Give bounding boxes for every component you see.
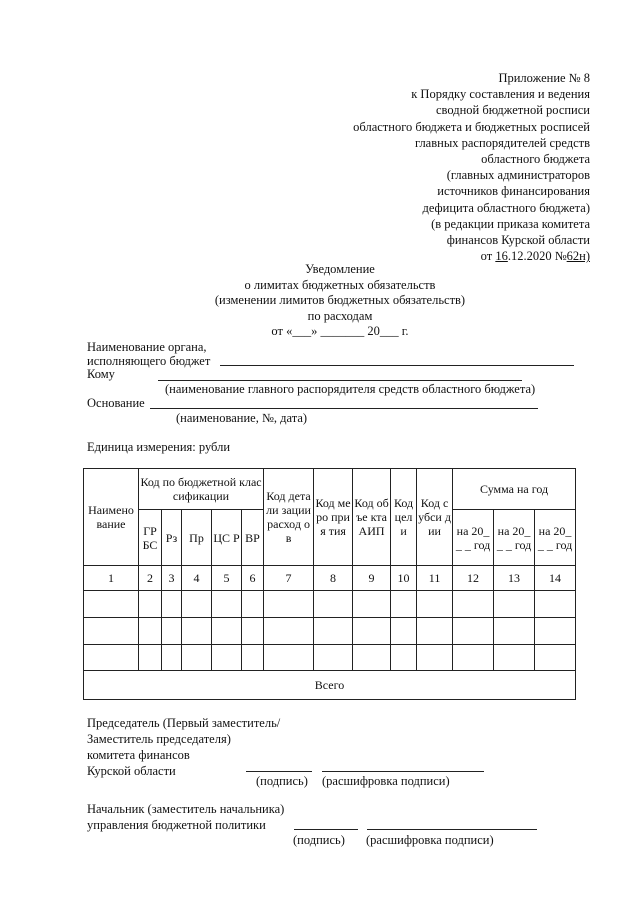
table-cell[interactable] bbox=[139, 645, 162, 671]
recipient-field[interactable] bbox=[158, 380, 522, 381]
subsidy-code-header: Код субси дии bbox=[417, 469, 453, 566]
table-cell[interactable] bbox=[314, 591, 353, 618]
org-name-field[interactable] bbox=[220, 365, 574, 366]
table-cell[interactable] bbox=[391, 645, 417, 671]
notice-line: Уведомление bbox=[305, 262, 375, 276]
appendix-line: к Порядку составления и ведения bbox=[411, 87, 590, 102]
table-cell[interactable] bbox=[353, 645, 391, 671]
table-cell[interactable] bbox=[139, 591, 162, 618]
table-cell[interactable] bbox=[535, 618, 576, 645]
appendix-line: (главных администраторов bbox=[446, 168, 590, 183]
appendix-date: от 16.12.2020 №62н) bbox=[480, 249, 590, 264]
total-row bbox=[84, 671, 576, 700]
table-cell[interactable] bbox=[453, 645, 494, 671]
appendix-line: сводной бюджетной росписи bbox=[435, 103, 590, 118]
col-number: 3 bbox=[162, 566, 182, 591]
notice-line: (изменении лимитов бюджетных обязательств) bbox=[214, 293, 466, 307]
chair-title: Председатель (Первый заместитель/ Заместитель председателя) комитета финансов Курской области bbox=[87, 716, 281, 778]
table-cell[interactable] bbox=[182, 618, 212, 645]
table-cell[interactable] bbox=[535, 591, 576, 618]
table-cell[interactable] bbox=[182, 645, 212, 671]
col-number: 1 bbox=[84, 566, 139, 591]
total-label: Всего bbox=[84, 671, 576, 700]
table-cell[interactable] bbox=[162, 645, 182, 671]
col-number: 5 bbox=[212, 566, 242, 591]
table-cell[interactable] bbox=[314, 645, 353, 671]
chair-decoding-field[interactable] bbox=[322, 771, 484, 772]
table-cell[interactable] bbox=[84, 645, 139, 671]
table-cell[interactable] bbox=[417, 645, 453, 671]
table-cell[interactable] bbox=[494, 645, 535, 671]
head-decoding-caption: (расшифровка подписи) bbox=[366, 833, 494, 847]
target-code-header: Код цел и bbox=[391, 469, 417, 566]
org-label: Наименование органа, bbox=[87, 340, 207, 354]
chair-signature-field[interactable] bbox=[246, 771, 312, 772]
object-code-header: Код объе кта АИП bbox=[353, 469, 391, 566]
col-number: 13 bbox=[494, 566, 535, 591]
table-cell[interactable] bbox=[453, 591, 494, 618]
table-cell[interactable] bbox=[353, 591, 391, 618]
col-number: 12 bbox=[453, 566, 494, 591]
notice-date: от «___» _______ 20___ г. bbox=[271, 324, 409, 338]
chair-signature-caption: (подпись) bbox=[256, 774, 308, 788]
table-cell[interactable] bbox=[212, 591, 242, 618]
col-number: 11 bbox=[417, 566, 453, 591]
appendix-line: областного бюджета и бюджетных росписей bbox=[353, 119, 590, 134]
table-cell[interactable] bbox=[162, 618, 182, 645]
name-header: Наимено вание bbox=[84, 469, 139, 566]
table-cell[interactable] bbox=[391, 618, 417, 645]
appendix-line: источников финансирования bbox=[437, 184, 590, 199]
table-cell[interactable] bbox=[242, 645, 264, 671]
chair-decoding-caption: (расшифровка подписи) bbox=[322, 774, 450, 788]
appendix-header bbox=[353, 70, 590, 264]
table-cell[interactable] bbox=[84, 591, 139, 618]
col-number: 6 bbox=[242, 566, 264, 591]
col-number: 9 bbox=[353, 566, 391, 591]
table-cell[interactable] bbox=[417, 591, 453, 618]
col-number: 8 bbox=[314, 566, 353, 591]
col-grbs: ГР БС bbox=[139, 510, 162, 566]
col-number: 14 bbox=[535, 566, 576, 591]
appendix-line: (в редакции приказа комитета bbox=[431, 216, 590, 231]
col-year-1: на 20__ _ год bbox=[453, 510, 494, 566]
table-row[interactable] bbox=[84, 618, 576, 645]
unit-label: Единица измерения: рубли bbox=[87, 440, 231, 454]
handwritten-day: 16 bbox=[495, 249, 508, 264]
table-cell[interactable] bbox=[494, 618, 535, 645]
col-number: 10 bbox=[391, 566, 417, 591]
table-cell[interactable] bbox=[242, 618, 264, 645]
col-vr: ВР bbox=[242, 510, 264, 566]
basis-caption: (наименование, №, дата) bbox=[176, 411, 308, 425]
event-code-header: Код меро прия тия bbox=[314, 469, 353, 566]
column-numbers-row bbox=[84, 566, 576, 591]
table-cell[interactable] bbox=[212, 645, 242, 671]
col-year-2: на 20__ _ год bbox=[494, 510, 535, 566]
table-cell[interactable] bbox=[212, 618, 242, 645]
table-cell[interactable] bbox=[314, 618, 353, 645]
col-csr: ЦС Р bbox=[212, 510, 242, 566]
table-cell[interactable] bbox=[242, 591, 264, 618]
table-cell[interactable] bbox=[391, 591, 417, 618]
org-label-2: исполняющего бюджет bbox=[87, 354, 211, 368]
table-row[interactable] bbox=[84, 591, 576, 618]
notice-line: о лимитах бюджетных обязательств bbox=[244, 277, 436, 292]
basis-label: Основание bbox=[87, 396, 145, 410]
col-number: 2 bbox=[139, 566, 162, 591]
head-decoding-field[interactable] bbox=[367, 829, 537, 830]
limits-table bbox=[83, 468, 576, 700]
col-rz: Рз bbox=[162, 510, 182, 566]
col-pr: Пр bbox=[182, 510, 212, 566]
to-label: Кому bbox=[87, 367, 115, 381]
table-cell[interactable] bbox=[494, 591, 535, 618]
table-row[interactable] bbox=[84, 645, 576, 671]
table-cell[interactable] bbox=[264, 591, 314, 618]
appendix-line: главных распорядителей средств bbox=[414, 135, 590, 150]
table-cell[interactable] bbox=[453, 618, 494, 645]
appendix-line: финансов Курской области bbox=[446, 233, 590, 248]
year-sum-header: Сумма на год bbox=[453, 469, 576, 510]
col-number: 7 bbox=[264, 566, 314, 591]
recipient-caption: (наименование главного распорядителя средств областного бюджета) bbox=[165, 382, 536, 396]
order-number: 62н) bbox=[566, 249, 590, 264]
notice-title bbox=[0, 262, 640, 340]
table-cell[interactable] bbox=[353, 618, 391, 645]
table-cell[interactable] bbox=[162, 591, 182, 618]
table-cell[interactable] bbox=[182, 591, 212, 618]
basis-field[interactable] bbox=[150, 408, 538, 409]
table-cell[interactable] bbox=[264, 618, 314, 645]
head-signature-field[interactable] bbox=[294, 829, 358, 830]
budget-classification-header: Код по бюджетной классификации bbox=[139, 469, 264, 510]
notice-line: по расходам bbox=[307, 308, 373, 323]
table-cell[interactable] bbox=[139, 618, 162, 645]
head-signature-caption: (подпись) bbox=[293, 833, 345, 847]
table-cell[interactable] bbox=[84, 618, 139, 645]
head-title: Начальник (заместитель начальника) управления бюджетной политики bbox=[87, 802, 285, 832]
table-cell[interactable] bbox=[417, 618, 453, 645]
col-number: 4 bbox=[182, 566, 212, 591]
table-cell[interactable] bbox=[264, 645, 314, 671]
table-cell[interactable] bbox=[535, 645, 576, 671]
appendix-line: дефицита областного бюджета) bbox=[422, 200, 590, 215]
appendix-line: Приложение № 8 bbox=[498, 71, 590, 85]
appendix-line: областного бюджета bbox=[481, 152, 590, 167]
col-year-3: на 20__ _ год bbox=[535, 510, 576, 566]
detail-code-header: Код детали зации расход ов bbox=[264, 469, 314, 566]
